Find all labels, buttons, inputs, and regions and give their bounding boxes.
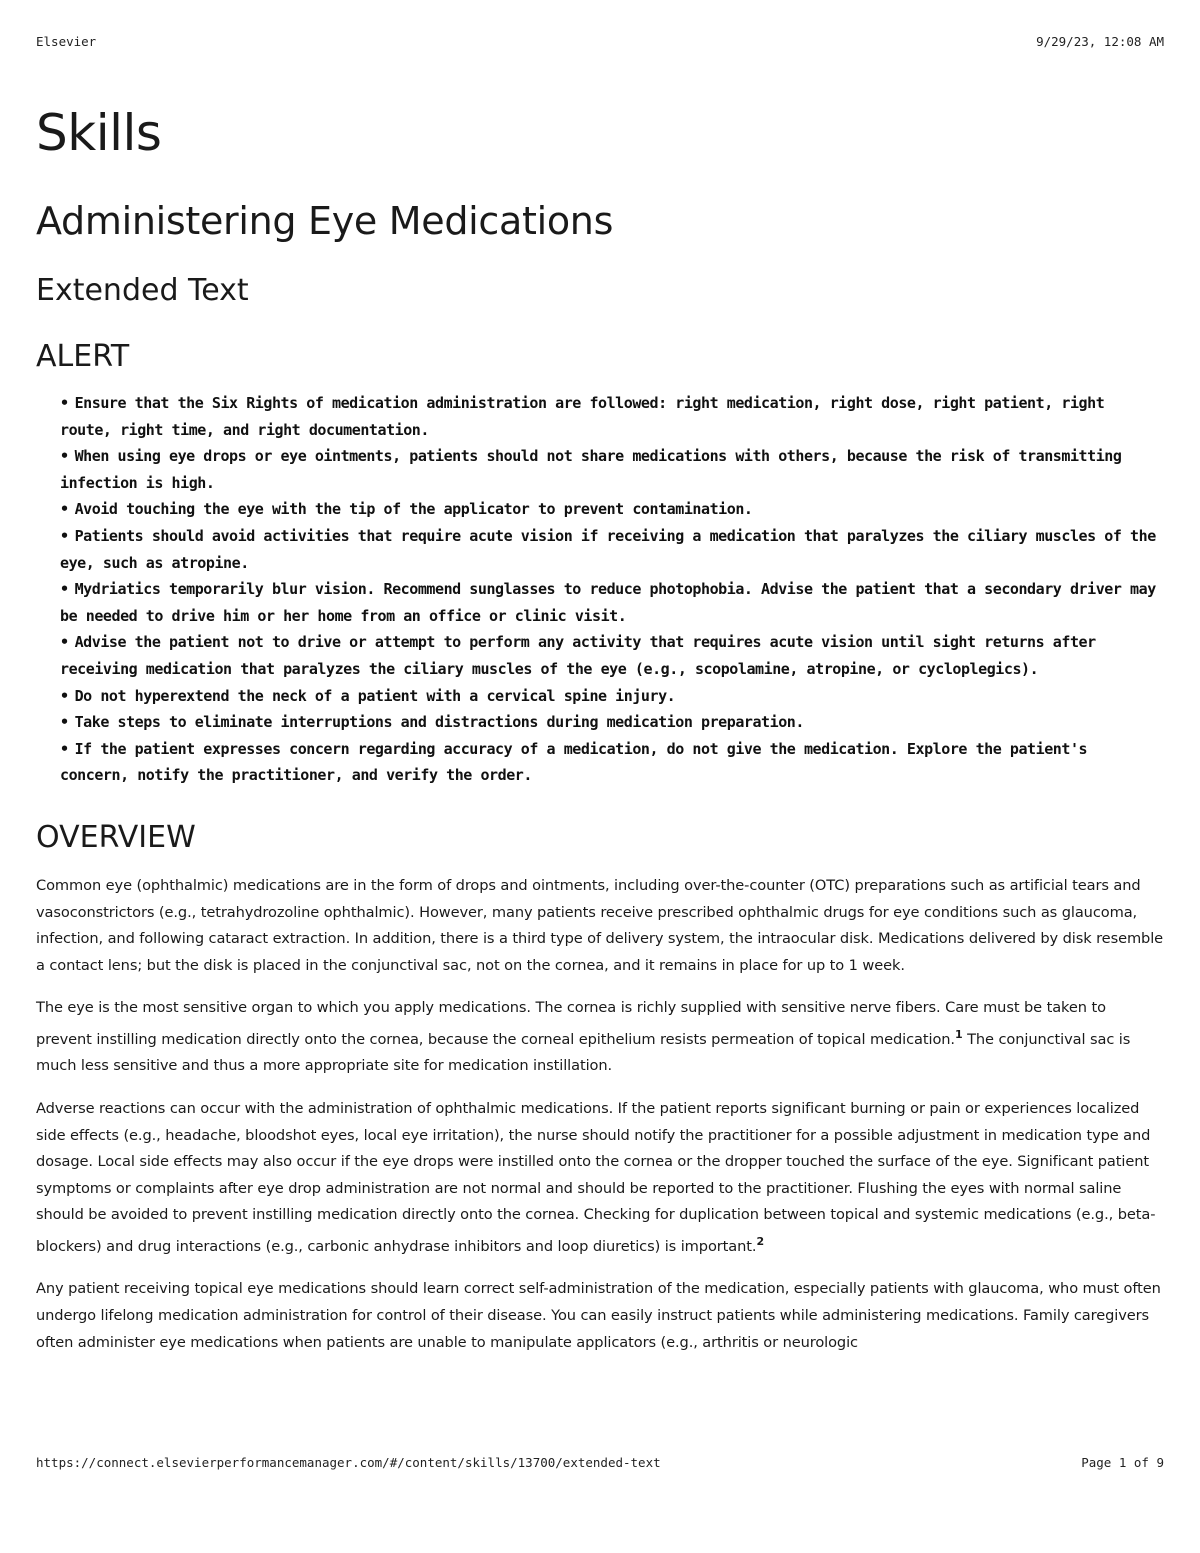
bullet-icon: • [60, 447, 69, 466]
overview-paragraph-2: The eye is the most sensitive organ to which you apply medications. The cornea is richly supplied with sensitive nerve fibers. Care must be taken to prevent instilling medication directly onto the cornea, because the corneal epithelium resists permeation of topical medication.$^1$ The conjunctival sac is much less sensitive and thus a more appropriate site for medication instillation. [36, 999, 1131, 1075]
alert-item: • Take steps to eliminate interruptions and distractions during medication preparation. [60, 713, 804, 732]
footer-url[interactable]: https://connect.elsevierperformancemanager.com/#/content/skills/13700/extended-text [36, 1455, 661, 1470]
alert-item: • Mydriatics temporarily blur vision. Recommend sunglasses to reduce photophobia. Advise the patient that a secondary driver may be needed to drive him or her home from an office or clinic visit. [60, 580, 1156, 625]
bullet-icon: • [60, 739, 69, 758]
header-source: Elsevier [36, 34, 97, 49]
alert-item: • Avoid touching the eye with the tip of the applicator to prevent contamination. [60, 500, 753, 519]
alert-item: • Patients should avoid activities that require acute vision if receiving a medication that paralyzes the ciliary muscles of the eye, such as atropine. [60, 526, 1156, 572]
bullet-icon: • [60, 633, 69, 652]
print-header [36, 34, 1164, 49]
alert-heading: ALERT [36, 339, 130, 374]
bullet-icon: • [60, 500, 69, 519]
page-title: Skills [36, 104, 162, 162]
bullet-icon: • [60, 580, 69, 599]
alert-item: • When using eye drops or eye ointments, patients should not share medications with others, because the risk of transmitting infection is high. [60, 447, 1122, 492]
reference-marker[interactable]: 2 [756, 1234, 765, 1248]
skill-title: Administering Eye Medications [36, 199, 614, 243]
extended-text-heading: Extended Text [36, 273, 249, 308]
bullet-icon: • [60, 394, 69, 412]
reference-marker[interactable]: 1 [954, 1027, 963, 1041]
bullet-icon: • [60, 686, 69, 705]
overview-paragraph-4: Any patient receiving topical eye medications should learn correct self-administration of the medication, especially patients with glaucoma, who must often undergo lifelong medication administration for control of their disease. You can easily instruct patients while administering medications. Family caregivers often administer eye medications when patients are unable to manipulate applicators (e.g., arthritis or neurologic [36, 1280, 1161, 1351]
alert-item: • Do not hyperextend the neck of a patient with a cervical spine injury. [60, 686, 676, 705]
overview-paragraph-3: Adverse reactions can occur with the administration of ophthalmic medications. If the patient reports significant burning or pain or experiences localized side effects (e.g., headache, bloodshot eyes, local eye irritation), the nurse should notify the practitioner for a possible adjustment in medication type and dosage. Local side effects may also occur if the eye drops were instilled onto the cornea or the dropper touched the surface of the eye. Significant patient symptoms or complaints after eye drop administration are not normal and should be reported to the practitioner. Flushing the eyes with normal saline should be avoided to prevent instilling medication directly onto the cornea. Checking for duplication between topical and systemic medications (e.g., beta-blockers) and drug interactions (e.g., carbonic anhydrase inhibitors and loop diuretics) is important.$^2$ [36, 1099, 1156, 1255]
bullet-icon: • [60, 713, 69, 732]
alert-item: • Advise the patient not to drive or attempt to perform any activity that requires acute vision until sight returns after receiving medication that paralyzes the ciliary muscles of the eye (e.g., scopolamine, atropine, or cycloplegics). [60, 633, 1096, 678]
alert-list [36, 390, 1164, 789]
bullet-icon: • [60, 526, 69, 545]
document-content [36, 104, 1164, 1372]
header-timestamp: 9/29/23, 12:08 AM [1036, 34, 1164, 49]
print-footer [36, 1455, 1164, 1470]
overview-heading: OVERVIEW [36, 819, 196, 855]
alert-item: • If the patient expresses concern regarding accuracy of a medication, do not give the medication. Explore the patient's concern, notify the practitioner, and verify the order. [60, 739, 1088, 785]
overview-paragraph-1: Common eye (ophthalmic) medications are in the form of drops and ointments, including over-the-counter (OTC) preparations such as artificial tears and vasoconstrictors (e.g., tetrahydrozoline ophthalmic). However, many patients receive prescribed ophthalmic drugs for eye conditions such as glaucoma, infection, and following cataract extraction. In addition, there is a third type of delivery system, the intraocular disk. Medications delivered by disk resemble a contact lens; but the disk is placed in the conjunctival sac, not on the cornea, and it remains in place for up to 1 week. [36, 876, 1164, 974]
alert-item: • Ensure that the Six Rights of medication administration are followed: right medication, right dose, right patient, right route, right time, and right documentation. [60, 394, 1105, 439]
footer-page-number: Page 1 of 9 [1081, 1455, 1164, 1470]
